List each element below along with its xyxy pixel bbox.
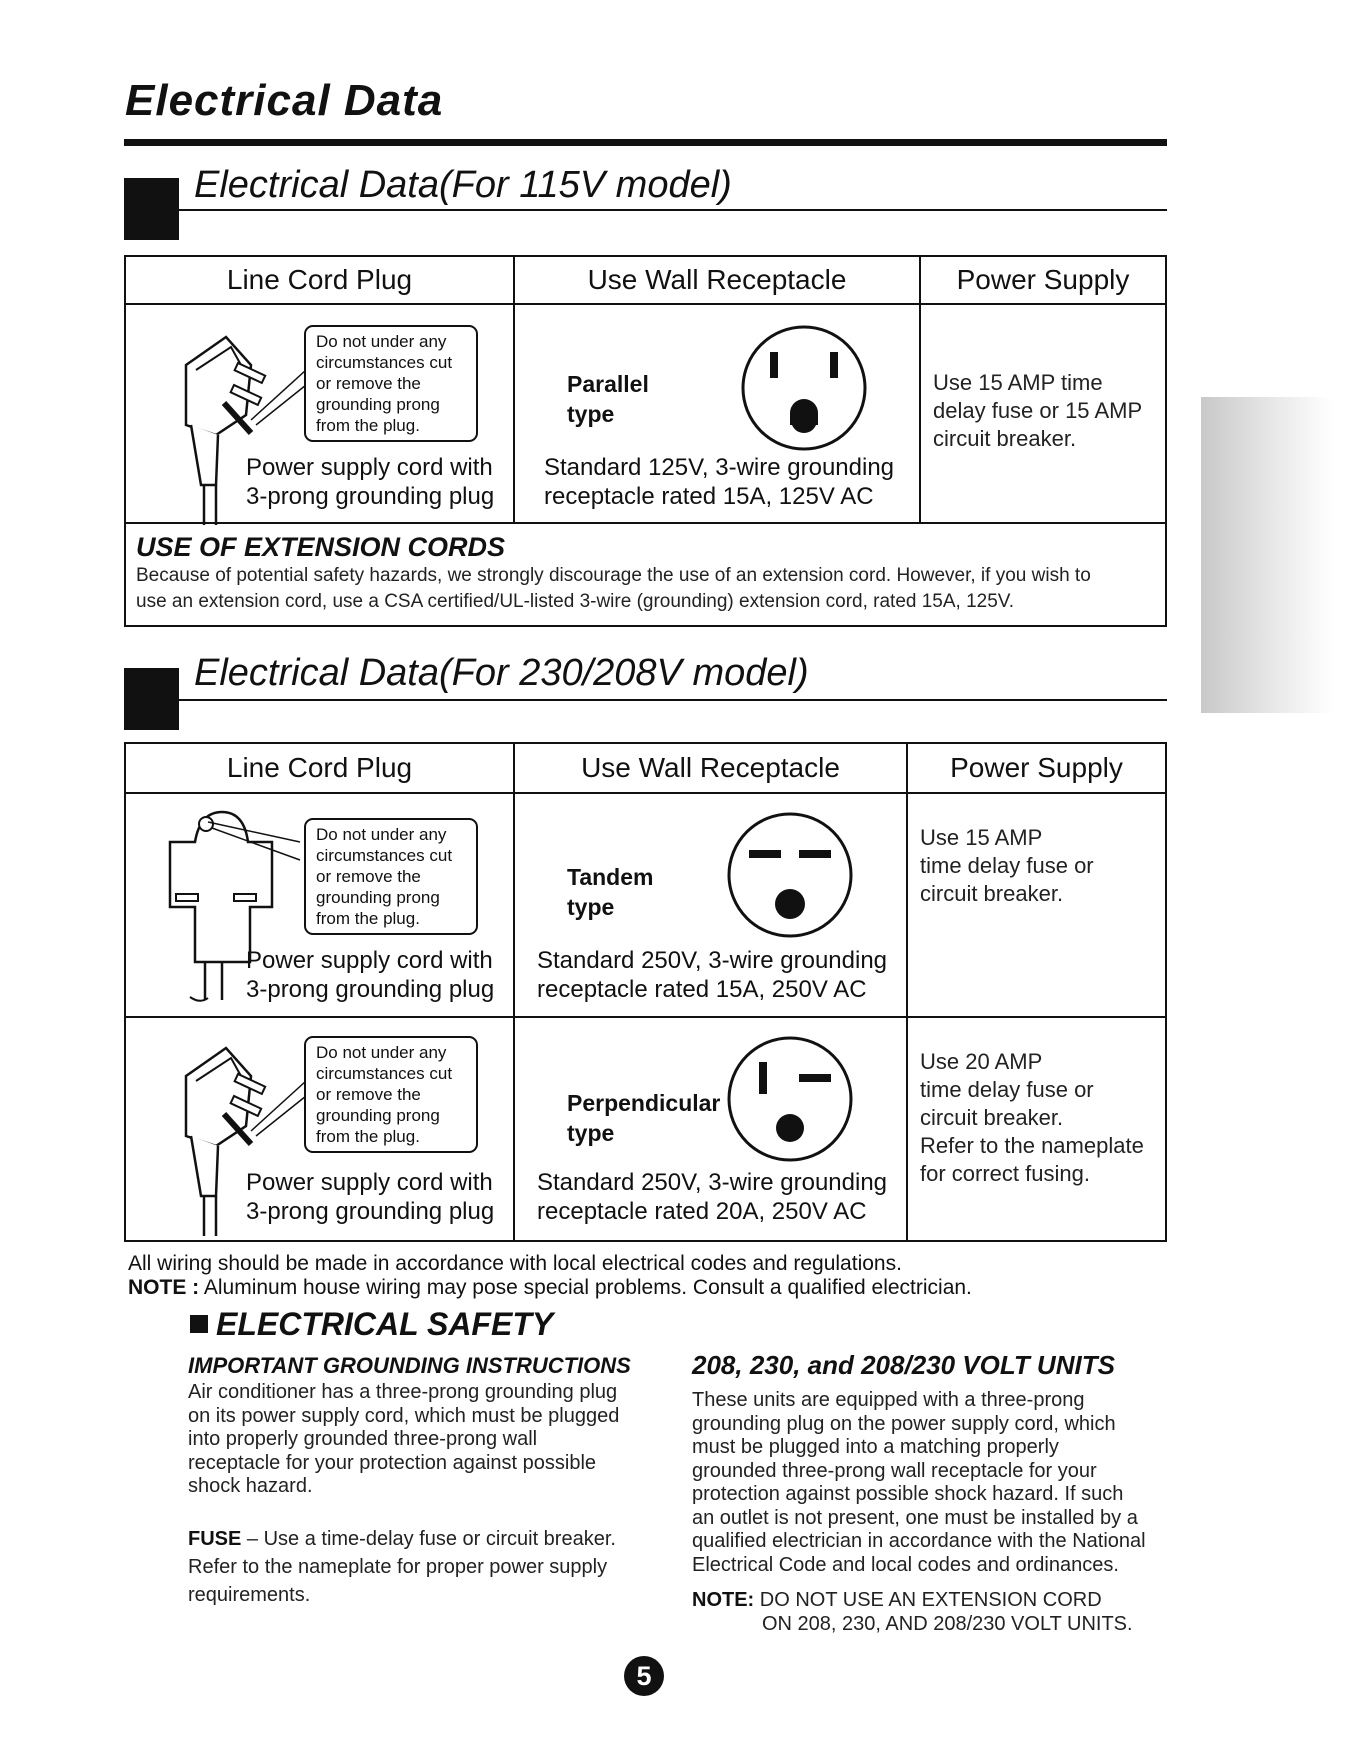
callout-line: from the plug. xyxy=(316,416,420,435)
caption-line: 3-prong grounding plug xyxy=(246,483,495,510)
receptacle-cell xyxy=(514,1017,907,1241)
grounding-column xyxy=(188,1353,658,1609)
callout-line: or remove the xyxy=(316,374,421,393)
callout-line: from the plug. xyxy=(316,909,420,928)
caption-line: Power supply cord with xyxy=(246,1169,493,1196)
body-line: grounding plug on the power supply cord, which xyxy=(692,1412,1116,1435)
receptacle-type xyxy=(567,1088,720,1148)
plug-cell xyxy=(125,304,514,523)
table-230 xyxy=(124,742,1167,1242)
body-line: grounded three-prong wall receptacle for your xyxy=(692,1459,1097,1482)
power-supply-text xyxy=(920,824,1094,908)
psup-line: time delay fuse or xyxy=(920,1077,1094,1102)
plug-cell xyxy=(125,1017,514,1241)
volt-units-body xyxy=(692,1389,1172,1577)
receptacle-type xyxy=(567,862,653,922)
desc-line: receptacle rated 15A, 250V AC xyxy=(537,976,867,1003)
volt-note-label: NOTE: xyxy=(692,1589,755,1611)
body-line: These units are equipped with a three-prong xyxy=(692,1389,1085,1411)
receptacle-cell xyxy=(514,793,907,1017)
receptacle-type xyxy=(567,369,649,429)
title-rule xyxy=(124,139,1167,146)
receptacle-cell xyxy=(514,304,920,523)
desc-line: Standard 250V, 3-wire grounding xyxy=(537,947,888,974)
psup-line: circuit breaker. xyxy=(920,1105,1064,1130)
section-marker xyxy=(124,668,179,730)
callout-line: or remove the xyxy=(316,1085,421,1104)
plug-cell xyxy=(125,793,514,1017)
body-line: qualified electrician in accordance with the National xyxy=(692,1530,1146,1552)
header-wall-receptacle: Use Wall Receptacle xyxy=(514,256,920,304)
section-230-title: Electrical Data(For 230/208V model) xyxy=(194,652,809,694)
plug-caption xyxy=(246,946,494,1004)
body-line: into properly grounded three-prong wall xyxy=(188,1428,538,1450)
volt-note-line: ON 208, 230, AND 208/230 VOLT UNITS. xyxy=(762,1612,1133,1635)
callout-line: grounding prong xyxy=(316,888,440,907)
psup-line: circuit breaker. xyxy=(933,426,1077,451)
square-bullet-icon xyxy=(190,1315,208,1333)
power-supply-text xyxy=(920,1048,1144,1188)
safety-title xyxy=(190,1306,553,1343)
volt-units-title: 208, 230, and 208/230 VOLT UNITS xyxy=(692,1350,1115,1380)
callout-line: circumstances cut xyxy=(316,353,453,372)
plug-caption xyxy=(246,1168,494,1226)
receptacle-desc xyxy=(537,946,887,1004)
body-line: receptacle for your protection against possible xyxy=(188,1451,597,1474)
callout-line: Do not under any xyxy=(316,1043,447,1062)
psup-line: Refer to the nameplate xyxy=(920,1133,1144,1158)
header-wall-receptacle: Use Wall Receptacle xyxy=(514,743,907,793)
type-line: type xyxy=(567,1120,615,1146)
section-marker xyxy=(124,178,179,240)
power-supply-cell xyxy=(907,793,1166,1017)
type-line: type xyxy=(567,401,615,427)
desc-line: receptacle rated 15A, 125V AC xyxy=(544,483,874,510)
warning-callout xyxy=(304,818,478,935)
header-power-supply: Power Supply xyxy=(920,256,1166,304)
volt-units-column xyxy=(692,1350,1172,1636)
fuse-block xyxy=(188,1525,658,1609)
note-label: NOTE : xyxy=(128,1276,200,1299)
callout-line: grounding prong xyxy=(316,395,440,414)
body-line: requirements. xyxy=(188,1583,311,1606)
body-line: must be plugged into a matching properly xyxy=(692,1436,1059,1458)
body-line: on its power supply cord, which must be plugged xyxy=(188,1404,620,1427)
extension-cords-title: USE OF EXTENSION CORDS xyxy=(136,532,506,562)
volt-note-line: DO NOT USE AN EXTENSION CORD xyxy=(754,1589,1102,1611)
extension-cords-cell xyxy=(125,523,1166,626)
section-rule xyxy=(179,209,1167,211)
psup-line: delay fuse or 15 AMP xyxy=(933,398,1143,423)
wiring-note: All wiring should be made in accordance with local electrical codes and regulations. xyxy=(128,1252,902,1275)
type-line: type xyxy=(567,894,615,920)
header-power-supply: Power Supply xyxy=(907,743,1166,793)
psup-line: for correct fusing. xyxy=(920,1161,1090,1186)
power-supply-cell xyxy=(920,304,1166,523)
psup-line: Use 20 AMP xyxy=(920,1049,1043,1074)
header-line-cord-plug: Line Cord Plug xyxy=(125,256,514,304)
plug-caption xyxy=(246,453,494,511)
volt-note xyxy=(692,1589,1172,1636)
section-rule xyxy=(179,699,1167,701)
body-line: Electrical Code and local codes and ordinances. xyxy=(692,1553,1119,1576)
aluminum-note xyxy=(128,1275,972,1300)
body-line: Refer to the nameplate for proper power supply xyxy=(188,1555,608,1578)
power-supply-text xyxy=(933,369,1142,453)
table-115 xyxy=(124,255,1167,627)
power-supply-cell xyxy=(907,1017,1166,1241)
callout-line: Do not under any xyxy=(316,825,447,844)
section-115-title: Electrical Data(For 115V model) xyxy=(194,164,732,206)
body-line: shock hazard. xyxy=(188,1475,313,1497)
psup-line: time delay fuse or xyxy=(920,853,1094,878)
note-text: Aluminum house wiring may pose special problems. Consult a qualified electrician. xyxy=(199,1276,972,1299)
fuse-text: – Use a time-delay fuse or circuit breaker. xyxy=(241,1527,616,1550)
perpendicular-receptacle-icon xyxy=(727,1036,853,1162)
grounding-body xyxy=(188,1381,658,1499)
type-line: Perpendicular xyxy=(567,1090,721,1116)
callout-line: circumstances cut xyxy=(316,846,453,865)
side-tab xyxy=(1201,397,1333,713)
header-line-cord-plug: Line Cord Plug xyxy=(125,743,514,793)
type-line: Tandem xyxy=(567,864,654,890)
tandem-receptacle-icon xyxy=(727,812,853,938)
page-title: Electrical Data xyxy=(125,76,444,125)
callout-line: circumstances cut xyxy=(316,1064,453,1083)
callout-line: grounding prong xyxy=(316,1106,440,1125)
grounding-title: IMPORTANT GROUNDING INSTRUCTIONS xyxy=(188,1353,631,1378)
callout-line: Do not under any xyxy=(316,332,447,351)
page-number: 5 xyxy=(624,1656,664,1696)
extension-cords-body xyxy=(136,563,1155,615)
fuse-label: FUSE xyxy=(188,1527,242,1550)
type-line: Parallel xyxy=(567,371,649,397)
caption-line: 3-prong grounding plug xyxy=(246,976,495,1003)
callout-line: or remove the xyxy=(316,867,421,886)
psup-line: circuit breaker. xyxy=(920,881,1064,906)
body-line: an outlet is not present, one must be installed by a xyxy=(692,1506,1138,1529)
desc-line: Standard 125V, 3-wire grounding xyxy=(544,454,895,481)
desc-line: receptacle rated 20A, 250V AC xyxy=(537,1198,867,1225)
ext-line: Because of potential safety hazards, we strongly discourage the use of an extension cord. However, if you wish to xyxy=(136,565,1091,586)
safety-title-text: ELECTRICAL SAFETY xyxy=(216,1306,554,1342)
warning-callout xyxy=(304,1036,478,1153)
warning-callout xyxy=(304,325,478,442)
body-line: Air conditioner has a three-prong grounding plug xyxy=(188,1381,618,1403)
callout-line: from the plug. xyxy=(316,1127,420,1146)
ext-line: use an extension cord, use a CSA certified/UL-listed 3-wire (grounding) extension cord, rated 15A, 125V. xyxy=(136,591,1015,612)
caption-line: Power supply cord with xyxy=(246,947,493,974)
desc-line: Standard 250V, 3-wire grounding xyxy=(537,1169,888,1196)
parallel-receptacle-icon xyxy=(741,325,867,451)
psup-line: Use 15 AMP xyxy=(920,825,1043,850)
caption-line: Power supply cord with xyxy=(246,454,493,481)
caption-line: 3-prong grounding plug xyxy=(246,1198,495,1225)
psup-line: Use 15 AMP time xyxy=(933,370,1103,395)
body-line: protection against possible shock hazard. If such xyxy=(692,1483,1124,1505)
receptacle-desc xyxy=(544,453,894,511)
receptacle-desc xyxy=(537,1168,887,1226)
